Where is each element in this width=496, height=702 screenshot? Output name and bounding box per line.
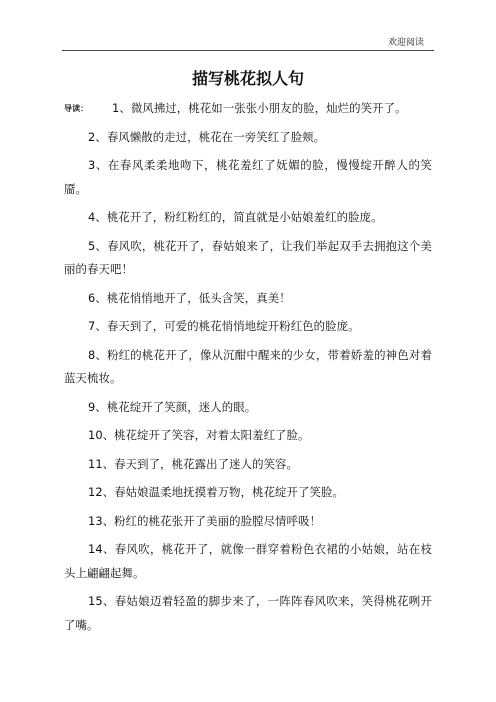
paragraph-8: 8、粉红的桃花开了，像从沉酣中醒来的少女，带着娇羞的神色对着蓝天梳妆。 [64, 347, 432, 385]
article-body [64, 97, 432, 642]
page-title: 描写桃花拟人句 [191, 69, 304, 88]
paragraph-7: 7、春天到了，可爱的桃花悄悄地绽开粉红色的脸庞。 [88, 319, 360, 333]
paragraph-9: 9、桃花绽开了笑颜，迷人的眼。 [88, 399, 257, 414]
lead-label: 导读： [64, 104, 89, 113]
paragraph-11: 11、春天到了，桃花露出了迷人的笑容。 [88, 456, 299, 471]
paragraph-13: 13、粉红的桃花张开了美丽的脸膛尽情呼吸！ [88, 513, 322, 528]
paragraph-text: 1、微风拂过，桃花如一张张小朋友的脸，灿烂的笑开了。 [112, 101, 407, 115]
header-note: 欢迎阅读 [387, 38, 424, 48]
paragraph-10: 10、桃花绽开了笑容，对着太阳羞红了脸。 [88, 428, 310, 442]
paragraph-2: 2、春风懒散的走过，桃花在一旁笑红了脸颊。 [88, 129, 326, 144]
paragraph-3: 3、在春风柔柔地吻下，桃花羞红了妩媚的脸，慢慢绽开醉人的笑靥。 [64, 158, 432, 196]
paragraph-6: 6、桃花悄悄地开了，低头含笑，真美！ [88, 290, 291, 305]
paragraph-12: 12、春姑娘温柔地抚摸着万物，桃花绽开了笑脸。 [88, 485, 344, 499]
paragraph-1 [64, 97, 432, 121]
header-rule [62, 50, 434, 51]
paragraph-14: 14、春风吹，桃花开了，就像一群穿着粉色衣裙的小姑娘，站在枝头上翩翩起舞。 [64, 542, 432, 580]
paragraph-5: 5、春风吹，桃花开了，春姑娘来了，让我们举起双手去拥抱这个美丽的春天吧！ [64, 238, 432, 276]
paragraph-4: 4、桃花开了，粉红粉红的，简直就是小姑娘羞红的脸庞。 [88, 210, 383, 224]
paragraph-15: 15、春姑娘迈着轻盈的脚步来了，一阵阵春风吹来，笑得桃花咧开了嘴。 [64, 594, 432, 632]
